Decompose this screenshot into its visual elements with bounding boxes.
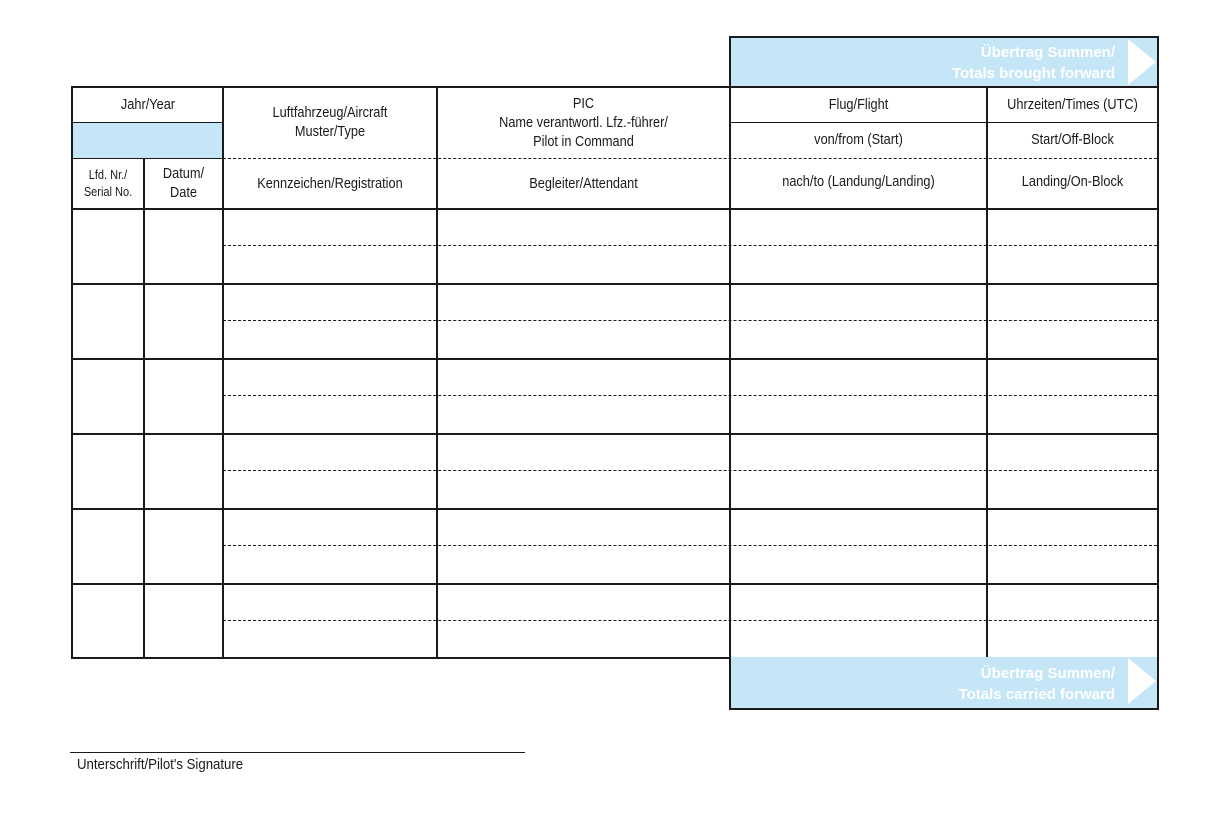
date-header: Datum/ Date [162,166,205,201]
serial-no-header: Lfd. Nr./ Serial No. [83,168,133,199]
column-divider [986,88,988,657]
signature-label: Unterschrift/Pilot's Signature [77,756,244,773]
totals-carried-forward-label: Übertrag Summen/ Totals carried forward [958,665,1115,703]
totals-brought-forward-label: Übertrag Summen/ Totals brought forward [951,44,1115,82]
to-header: nach/to (Landung/Landing) [782,173,935,190]
row-dashed-divider [223,470,1157,471]
row-divider [73,508,1157,510]
header-divider [73,122,223,123]
row-dashed-divider [223,620,1157,621]
row-divider [73,583,1157,585]
row-divider [73,283,1157,285]
totals-brought-forward-banner [729,36,1159,88]
row-dashed-divider [223,245,1157,246]
year-input-field[interactable] [73,123,223,159]
column-divider [436,88,438,657]
row-divider [73,433,1157,435]
column-divider [729,88,731,657]
row-dashed-divider [223,395,1157,396]
landing-block-header: Landing/On-Block [1021,173,1124,190]
logbook-table [71,86,1159,659]
from-header: von/from (Start) [814,132,903,148]
arrow-right-icon [1128,39,1156,85]
aircraft-header: Luftfahrzeug/Aircraft Muster/Type [272,105,388,140]
signature-line[interactable] [70,752,525,753]
registration-header: Kennzeichen/Registration [257,175,403,192]
start-block-header: Start/Off-Block [1031,132,1114,148]
pic-header: PIC Name verantwortl. Lfz.-führer/ Pilot in Command [499,95,668,150]
flight-header: Flug/Flight [828,96,889,113]
arrow-right-icon [1128,658,1156,704]
row-divider [73,208,1157,210]
row-divider [73,358,1157,360]
column-divider [222,88,224,657]
year-header: Jahr/Year [120,96,176,113]
row-dashed-divider [223,320,1157,321]
totals-carried-forward-banner [729,657,1159,710]
attendant-header: Begleiter/Attendant [529,175,638,192]
times-header: Uhrzeiten/Times (UTC) [1007,96,1138,113]
row-dashed-divider [223,545,1157,546]
